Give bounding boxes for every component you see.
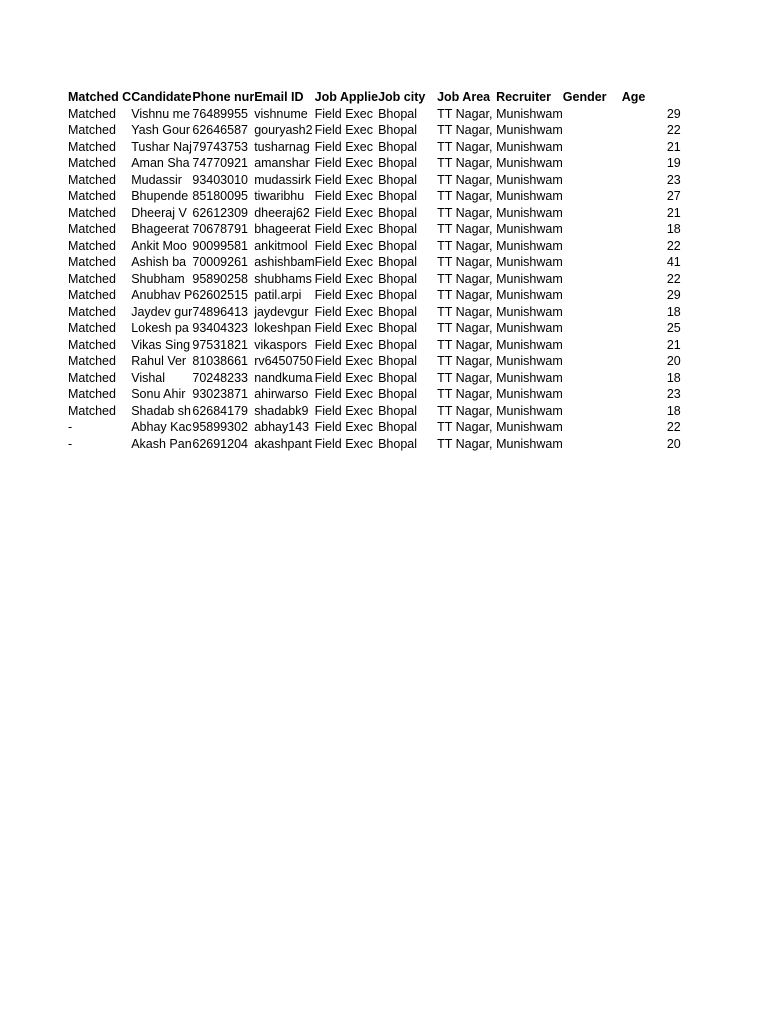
cell-recruiter: Munishwam [496, 189, 563, 203]
table-row [68, 172, 681, 189]
cell-candidate: Vikas Sing [131, 337, 191, 352]
cell-gender [563, 436, 622, 453]
cell-gender [563, 287, 622, 304]
cell-job-city: Bhopal [378, 288, 418, 302]
table-row [68, 287, 681, 304]
cell-age: 18 [666, 370, 681, 385]
header-job-city: Job city [378, 90, 426, 104]
cell-matched: Matched [68, 205, 116, 220]
cell-phone: 93404323 [192, 321, 248, 335]
cell-candidate: Ankit Moo [131, 238, 187, 253]
cell-recruiter: Munishwam [496, 139, 563, 154]
cell-phone: 95890258 [192, 271, 248, 286]
cell-job-city: Bhopal [378, 139, 418, 154]
cell-matched: - [68, 436, 73, 451]
cell-email: abhay143 [254, 420, 310, 434]
cell-email: gouryash2 [254, 123, 313, 137]
cell-job-area: TT Nagar, [437, 420, 493, 434]
cell-job-city: Bhopal [378, 337, 418, 352]
cell-matched: Matched [68, 123, 116, 137]
table-row [68, 353, 681, 370]
cell-recruiter: Munishwam [496, 436, 563, 451]
cell-job-area: TT Nagar, [437, 123, 493, 137]
cell-age: 22 [666, 420, 681, 434]
cell-recruiter: Munishwam [496, 304, 563, 319]
cell-job-applied: Field Exec [314, 337, 373, 352]
cell-phone: 62684179 [192, 403, 248, 418]
cell-email: tiwaribhu [254, 189, 305, 203]
cell-matched: Matched [68, 288, 116, 302]
cell-matched: - [68, 420, 73, 434]
cell-recruiter: Munishwam [496, 354, 563, 368]
cell-recruiter: Munishwam [496, 387, 563, 401]
cell-age: 21 [666, 139, 681, 154]
table-row [68, 205, 681, 222]
cell-matched: Matched [68, 304, 116, 319]
cell-job-applied: Field Exec [314, 205, 373, 220]
cell-age: 22 [666, 123, 681, 137]
cell-candidate: Ashish ba [131, 255, 187, 269]
cell-phone: 93403010 [192, 172, 248, 187]
cell-phone: 95899302 [192, 420, 248, 434]
table-row [68, 403, 681, 420]
cell-matched: Matched [68, 222, 116, 236]
cell-email: akashpant [254, 436, 312, 451]
cell-age: 21 [666, 337, 681, 352]
cell-gender [563, 155, 622, 172]
cell-age: 29 [666, 106, 681, 121]
cell-job-area: TT Nagar, [437, 321, 493, 335]
cell-age: 20 [666, 354, 681, 368]
cell-candidate: Shubham [131, 271, 185, 286]
cell-email: lokeshpan [254, 321, 312, 335]
cell-age: 25 [666, 321, 681, 335]
table-row [68, 188, 681, 205]
cell-matched: Matched [68, 139, 116, 154]
cell-job-applied: Field Exec [314, 370, 373, 385]
cell-recruiter: Munishwam [496, 172, 563, 187]
cell-gender [563, 386, 622, 403]
header-age: Age [621, 90, 646, 104]
cell-gender [563, 353, 622, 370]
cell-matched: Matched [68, 403, 116, 418]
table-row [68, 419, 681, 436]
cell-matched: Matched [68, 189, 116, 203]
cell-matched: Matched [68, 156, 116, 170]
cell-gender [563, 337, 622, 354]
cell-candidate: Rahul Ver [131, 354, 187, 368]
cell-job-area: TT Nagar, [437, 288, 493, 302]
cell-email: amanshar [254, 156, 310, 170]
cell-matched: Matched [68, 354, 116, 368]
cell-job-applied: Field Exec [314, 436, 373, 451]
cell-job-applied: Field Exec [314, 288, 373, 302]
cell-candidate: Lokesh pa [131, 321, 189, 335]
cell-recruiter: Munishwam [496, 238, 563, 253]
cell-job-applied: Field Exec [314, 106, 373, 121]
cell-job-applied: Field Exec [314, 123, 373, 137]
cell-candidate: Sonu Ahir [131, 387, 186, 401]
cell-phone: 70009261 [192, 255, 248, 269]
cell-age: 29 [666, 288, 681, 302]
cell-recruiter: Munishwam [496, 321, 563, 335]
cell-age: 41 [666, 255, 681, 269]
cell-matched: Matched [68, 387, 116, 401]
cell-age: 19 [666, 156, 681, 170]
table-row [68, 271, 681, 288]
cell-job-city: Bhopal [378, 271, 418, 286]
cell-job-city: Bhopal [378, 387, 418, 401]
cell-job-applied: Field Exec [314, 255, 373, 269]
cell-email: bhageerat [254, 222, 311, 236]
cell-job-city: Bhopal [378, 238, 418, 253]
cell-candidate: Abhay Kac [131, 420, 192, 434]
cell-job-city: Bhopal [378, 106, 418, 121]
cell-candidate: Bhupende [131, 189, 189, 203]
table-row [68, 106, 681, 123]
table-row [68, 155, 681, 172]
cell-job-applied: Field Exec [314, 271, 373, 286]
cell-age: 23 [666, 387, 681, 401]
cell-job-city: Bhopal [378, 420, 418, 434]
cell-job-city: Bhopal [378, 304, 418, 319]
cell-job-applied: Field Exec [314, 321, 373, 335]
cell-age: 18 [666, 222, 681, 236]
cell-job-city: Bhopal [378, 403, 418, 418]
table-row [68, 254, 681, 271]
cell-candidate: Bhageerat [131, 222, 189, 236]
cell-gender [563, 304, 622, 321]
cell-matched: Matched [68, 106, 116, 121]
table-row [68, 320, 681, 337]
cell-recruiter: Munishwam [496, 288, 563, 302]
cell-job-area: TT Nagar, [437, 337, 493, 352]
cell-job-applied: Field Exec [314, 420, 373, 434]
cell-phone: 79743753 [192, 139, 248, 154]
cell-matched: Matched [68, 238, 116, 253]
cell-recruiter: Munishwam [496, 370, 563, 385]
cell-job-applied: Field Exec [314, 403, 373, 418]
cell-matched: Matched [68, 172, 116, 187]
cell-phone: 76489955 [192, 106, 248, 121]
cell-email: dheeraj62 [254, 205, 310, 220]
cell-gender [563, 320, 622, 337]
cell-candidate: Yash Gour [131, 123, 191, 137]
cell-job-applied: Field Exec [314, 304, 373, 319]
cell-job-applied: Field Exec [314, 238, 373, 253]
cell-phone: 62646587 [192, 123, 248, 137]
header-candidate: Candidate [131, 90, 192, 104]
cell-gender [563, 205, 622, 222]
cell-gender [563, 403, 622, 420]
cell-age: 22 [666, 238, 681, 253]
cell-job-area: TT Nagar, [437, 304, 493, 319]
table-row [68, 238, 681, 255]
cell-job-city: Bhopal [378, 321, 418, 335]
cell-job-area: TT Nagar, [437, 156, 493, 170]
cell-age: 20 [666, 436, 681, 451]
header-matched: Matched C [68, 90, 132, 104]
cell-job-area: TT Nagar, [437, 403, 493, 418]
cell-job-applied: Field Exec [314, 139, 373, 154]
cell-job-area: TT Nagar, [437, 370, 493, 385]
cell-job-applied: Field Exec [314, 156, 373, 170]
cell-gender [563, 139, 622, 156]
cell-job-city: Bhopal [378, 436, 418, 451]
cell-job-applied: Field Exec [314, 189, 373, 203]
cell-job-area: TT Nagar, [437, 106, 493, 121]
cell-email: jaydevgur [254, 304, 309, 319]
cell-job-area: TT Nagar, [437, 255, 493, 269]
cell-job-applied: Field Exec [314, 354, 373, 368]
cell-job-applied: Field Exec [314, 222, 373, 236]
cell-age: 23 [666, 172, 681, 187]
cell-job-city: Bhopal [378, 370, 418, 385]
cell-age: 27 [666, 189, 681, 203]
cell-phone: 62612309 [192, 205, 248, 220]
cell-phone: 62691204 [192, 436, 248, 451]
cell-gender [563, 221, 622, 238]
table-body [68, 106, 681, 453]
cell-candidate: Tushar Naj [131, 139, 192, 154]
cell-job-area: TT Nagar, [437, 238, 493, 253]
cell-matched: Matched [68, 321, 116, 335]
cell-job-city: Bhopal [378, 354, 418, 368]
header-row [68, 89, 681, 106]
cell-email: tusharnag [254, 139, 310, 154]
cell-gender [563, 370, 622, 387]
cell-job-applied: Field Exec [314, 387, 373, 401]
cell-phone: 81038661 [192, 354, 248, 368]
cell-matched: Matched [68, 370, 116, 385]
cell-candidate: Shadab sh [131, 403, 191, 418]
header-job-applied: Job Applie [314, 90, 379, 104]
cell-email: nandkuma [254, 370, 313, 385]
cell-phone: 93023871 [192, 387, 248, 401]
cell-recruiter: Munishwam [496, 271, 563, 286]
cell-job-city: Bhopal [378, 222, 418, 236]
cell-email: ahirwarso [254, 387, 309, 401]
header-gender: Gender [562, 90, 607, 104]
cell-job-area: TT Nagar, [437, 354, 493, 368]
cell-job-city: Bhopal [378, 255, 418, 269]
cell-email: ashishbam [254, 255, 315, 269]
header-phone: Phone nur [192, 90, 255, 104]
cell-email: vikaspors [254, 337, 307, 352]
table-row [68, 304, 681, 321]
cell-job-area: TT Nagar, [437, 271, 493, 286]
cell-candidate: Akash Pan [131, 436, 192, 451]
table-row [68, 386, 681, 403]
cell-gender [563, 271, 622, 288]
cell-candidate: Vishal [131, 370, 166, 385]
cell-gender [563, 238, 622, 255]
table-row [68, 370, 681, 387]
cell-recruiter: Munishwam [496, 156, 563, 170]
cell-recruiter: Munishwam [496, 403, 563, 418]
cell-gender [563, 172, 622, 189]
cell-candidate: Aman Sha [131, 156, 190, 170]
cell-recruiter: Munishwam [496, 337, 563, 352]
table-row [68, 139, 681, 156]
cell-gender [563, 254, 622, 271]
cell-email: mudassirk [254, 172, 312, 187]
cell-age: 18 [666, 304, 681, 319]
cell-job-city: Bhopal [378, 123, 418, 137]
cell-age: 21 [666, 205, 681, 220]
cell-job-area: TT Nagar, [437, 189, 493, 203]
table-row [68, 221, 681, 238]
cell-recruiter: Munishwam [496, 255, 563, 269]
cell-matched: Matched [68, 271, 116, 286]
cell-job-area: TT Nagar, [437, 387, 493, 401]
cell-gender [563, 122, 622, 139]
cell-age: 18 [666, 403, 681, 418]
cell-recruiter: Munishwam [496, 205, 563, 220]
header-recruiter: Recruiter [496, 90, 551, 104]
cell-job-area: TT Nagar, [437, 172, 493, 187]
cell-recruiter: Munishwam [496, 420, 563, 434]
cell-job-area: TT Nagar, [437, 139, 493, 154]
cell-email: patil.arpi [254, 288, 302, 302]
cell-recruiter: Munishwam [496, 123, 563, 137]
table-row [68, 436, 681, 453]
cell-email: shubhams [254, 271, 312, 286]
cell-job-applied: Field Exec [314, 172, 373, 187]
cell-phone: 74770921 [192, 156, 248, 170]
cell-job-area: TT Nagar, [437, 222, 493, 236]
cell-phone: 85180095 [192, 189, 248, 203]
cell-phone: 70678791 [192, 222, 248, 236]
cell-job-city: Bhopal [378, 205, 418, 220]
cell-gender [563, 188, 622, 205]
header-email: Email ID [254, 90, 304, 104]
table-row [68, 122, 681, 139]
cell-candidate: Mudassir [131, 172, 182, 187]
cell-phone: 62602515 [192, 288, 248, 302]
header-job-area: Job Area [437, 90, 491, 104]
cell-email: shadabk9 [254, 403, 309, 418]
cell-job-area: TT Nagar, [437, 436, 493, 451]
cell-phone: 97531821 [192, 337, 248, 352]
cell-candidate: Anubhav P [131, 288, 193, 302]
cell-candidate: Dheeraj V [131, 205, 187, 220]
cell-recruiter: Munishwam [496, 106, 563, 121]
cell-phone: 70248233 [192, 370, 248, 385]
cell-job-city: Bhopal [378, 172, 418, 187]
cell-email: rv6450750 [254, 354, 314, 368]
cell-phone: 90099581 [192, 238, 248, 253]
cell-age: 22 [666, 271, 681, 286]
cell-candidate: Jaydev gur [131, 304, 193, 319]
cell-phone: 74896413 [192, 304, 248, 319]
cell-recruiter: Munishwam [496, 222, 563, 236]
table-row [68, 337, 681, 354]
cell-matched: Matched [68, 337, 116, 352]
cell-job-area: TT Nagar, [437, 205, 493, 220]
cell-gender [563, 106, 622, 123]
cell-job-city: Bhopal [378, 156, 418, 170]
cell-matched: Matched [68, 255, 116, 269]
cell-candidate: Vishnu me [131, 106, 191, 121]
cell-email: ankitmool [254, 238, 308, 253]
cell-email: vishnume [254, 106, 308, 121]
cell-gender [563, 419, 622, 436]
spreadsheet-table [68, 89, 681, 452]
cell-job-city: Bhopal [378, 189, 418, 203]
